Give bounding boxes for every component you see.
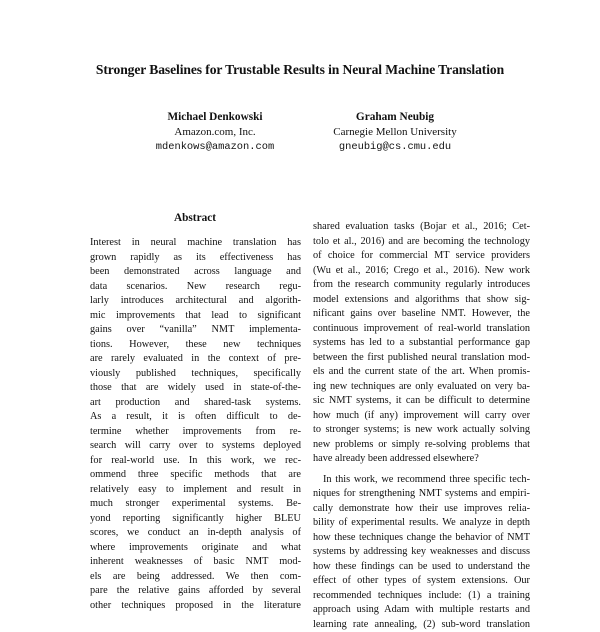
text-line: between the first published neural translation mod-: [313, 351, 530, 366]
text-line: systems has led to a substantial performance gap: [313, 336, 530, 351]
text-line: scores, we conduct an in-depth analysis of: [90, 526, 301, 541]
text-line: mic improvements that lead to significant: [90, 309, 301, 324]
text-line: In this work, we recommend three specific tech-: [313, 473, 530, 488]
text-line: how these findings can be used to understand the: [313, 560, 530, 575]
text-line: those that are widely used in state-of-the-: [90, 381, 301, 396]
text-line: viously published techniques, specifically: [90, 367, 301, 382]
text-line: tions. However, these new techniques: [90, 338, 301, 353]
text-line: from the research community regularly introduces: [313, 278, 530, 293]
text-line: grown rapidly as its effectiveness has: [90, 251, 301, 266]
text-line: bility of experimental results. We analyze in depth: [313, 516, 530, 531]
text-line: for real-world use. In this work, we rec-: [90, 454, 301, 469]
text-line: pare the relative gains afforded by several: [90, 584, 301, 599]
text-line: ing new techniques are only evaluated on very ba-: [313, 380, 530, 395]
text-line: tolo et al., 2016) and are becoming the technology: [313, 235, 530, 250]
text-line: systems by addressing key weaknesses and discuss: [313, 545, 530, 560]
text-line: (Wu et al., 2016; Crego et al., 2016). New work: [313, 264, 530, 279]
text-line: larly introduces architectural and algorith-: [90, 294, 301, 309]
text-line: relatively easy to implement and result in: [90, 483, 301, 498]
text-line: recommended techniques include: (1) a training: [313, 589, 530, 604]
text-line: niques for strengthening NMT systems and empiri-: [313, 487, 530, 502]
author-name: Michael Denkowski: [95, 110, 335, 125]
author-2: [275, 110, 515, 155]
text-line: other techniques proposed in the literature: [90, 599, 301, 614]
text-line: cally demonstrate how their use improves relia-: [313, 502, 530, 517]
text-line: new problems or simply re-solving problems that: [313, 438, 530, 453]
text-line: continuous improvement of real-world translation: [313, 322, 530, 337]
author-affiliation: Amazon.com, Inc.: [95, 125, 335, 140]
text-line: are rarely evaluated in the context of pre-: [90, 352, 301, 367]
text-line: approach using Adam with multiple restarts and: [313, 603, 530, 618]
author-email: gneubig@cs.cmu.edu: [275, 140, 515, 155]
text-line: ommend three specific methods that are: [90, 468, 301, 483]
text-line: effect of other types of system extensions. Our: [313, 574, 530, 589]
text-line: where improvements originate and what: [90, 541, 301, 556]
text-line: been demonstrated across language and: [90, 265, 301, 280]
paper-title: Stronger Baselines for Trustable Results in Neural Machine Translation: [0, 62, 600, 78]
abstract-body: [90, 236, 301, 613]
text-line: to stronger systems; is new work actually solving: [313, 423, 530, 438]
author-name: Graham Neubig: [275, 110, 515, 125]
text-line: model extensions and algorithms that show sig-: [313, 293, 530, 308]
text-line: how these techniques change the behavior of NMT: [313, 531, 530, 546]
text-line: data scenarios. New research regu-: [90, 280, 301, 295]
text-line: have already been addressed elsewhere?: [313, 452, 530, 467]
text-line: nificant gains over baseline NMT. However, the: [313, 307, 530, 322]
text-line: learning rate annealing, (2) sub-word translation: [313, 618, 530, 632]
text-line: yond reporting significantly higher BLEU: [90, 512, 301, 527]
text-line: shared evaluation tasks (Bojar et al., 2016; Cet-: [313, 220, 530, 235]
text-line: els and the current state of the art. When promis-: [313, 365, 530, 380]
text-line: of choice for commercial MT service providers: [313, 249, 530, 264]
introduction-body: [313, 220, 530, 632]
text-line: how much (if any) improvement will carry over: [313, 409, 530, 424]
text-line: art production and shared-task systems.: [90, 396, 301, 411]
text-line: termine whether improvements from re-: [90, 425, 301, 440]
author-email: mdenkows@amazon.com: [95, 140, 335, 155]
abstract-heading: Abstract: [80, 212, 310, 224]
text-line: inherent weaknesses of basic NMT mod-: [90, 555, 301, 570]
author-affiliation: Carnegie Mellon University: [275, 125, 515, 140]
text-line: els are being addressed. We then com-: [90, 570, 301, 585]
text-line: sic NMT systems, it can be difficult to determine: [313, 394, 530, 409]
text-line: gains over “vanilla” NMT implementa-: [90, 323, 301, 338]
text-line: As a result, it is often difficult to de-: [90, 410, 301, 425]
text-line: search will carry over to systems deployed: [90, 439, 301, 454]
text-line: Interest in neural machine translation has: [90, 236, 301, 251]
text-line: much stronger experimental systems. Be-: [90, 497, 301, 512]
